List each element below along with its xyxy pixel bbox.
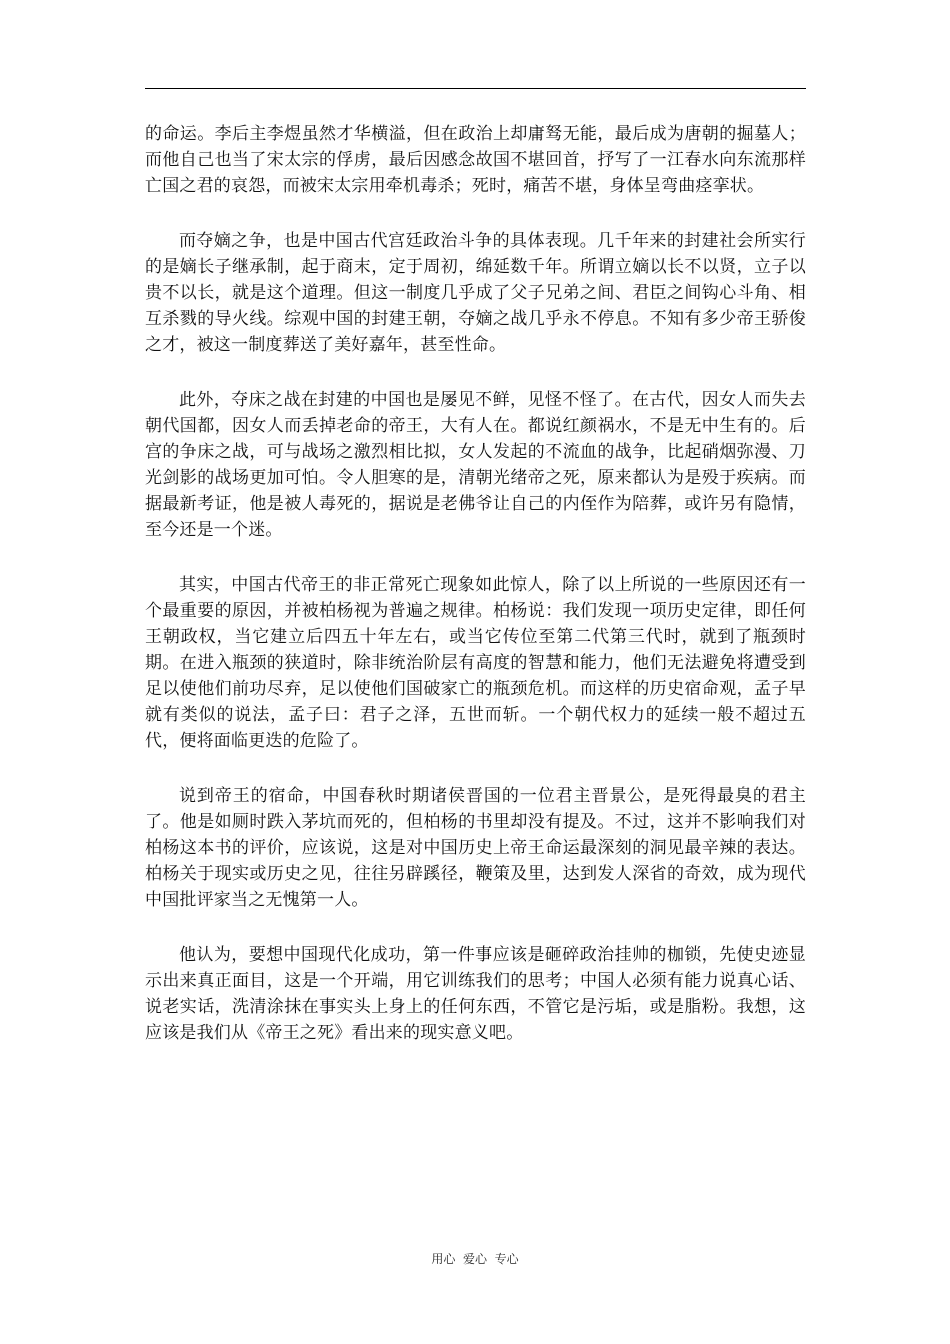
paragraph-3: 此外，夺床之战在封建的中国也是屡见不鲜，见怪不怪了。在古代，因女人而失去朝代国都，因女人而丢掉老命的帝王，大有人在。都说红颜祸水，不是无中生有的。后宫的争床之战，可与战场之激烈相比拟，女人发起的不流血的战争，比起硝烟弥漫、刀光剑影的战场更加可怕。令人胆寒的是，清朝光绪帝之死，原来都认为是殁于疾病。而据最新考证，他是被人毒死的，据说是老佛爷让自己的内侄作为陪葬，或许另有隐情，至今还是一个迷。 (145, 390, 806, 540)
document-body (145, 121, 806, 1075)
paragraph-5: 说到帝王的宿命，中国春秋时期诸侯晋国的一位君主晋景公，是死得最臭的君主了。他是如厕时跌入茅坑而死的，但柏杨的书里却没有提及。不过，这并不影响我们对柏杨这本书的评价，应该说，这是对中国历史上帝王命运最深刻的洞见最辛辣的表达。柏杨关于现实或历史之见，往往另辟蹊径，鞭策及里，达到发人深省的奇效，成为现代中国批评家当之无愧第一人。 (145, 786, 806, 910)
paragraph-2: 而夺嫡之争，也是中国古代宫廷政治斗争的具体表现。几千年来的封建社会所实行的是嫡长子继承制，起于商末，定于周初，绵延数千年。所谓立嫡以长不以贤，立子以贵不以长，就是这个道理。但这一制度几乎成了父子兄弟之间、君臣之间钩心斗角、相互杀戮的导火线。综观中国的封建王朝，夺嫡之战几乎永不停息。不知有多少帝王骄俊之才，被这一制度葬送了美好嘉年，甚至性命。 (145, 231, 806, 355)
header-rule (145, 88, 806, 89)
paragraph-4: 其实，中国古代帝王的非正常死亡现象如此惊人，除了以上所说的一些原因还有一个最重要的原因，并被柏杨视为普遍之规律。柏杨说：我们发现一项历史定律，即任何王朝政权，当它建立后四五十年左右，或当它传位至第二代第三代时，就到了瓶颈时期。在进入瓶颈的狭道时，除非统治阶层有高度的智慧和能力，他们无法避免将遭受到足以使他们前功尽弃，足以使他们国破家亡的瓶颈危机。而这样的历史宿命观，孟子早就有类似的说法，孟子曰：君子之泽，五世而斩。一个朝代权力的延续一般不超过五代，便将面临更迭的危险了。 (145, 575, 806, 751)
page-footer: 用心 爱心 专心 (431, 1252, 519, 1266)
paragraph-1: 的命运。李后主李煜虽然才华横溢，但在政治上却庸驽无能，最后成为唐朝的掘墓人；而他自己也当了宋太宗的俘虏，最后因感念故国不堪回首，抒写了一江春水向东流那样亡国之君的哀怨，而被宋太宗用牵机毒杀；死时，痛苦不堪，身体呈弯曲痉挛状。 (145, 124, 806, 196)
paragraph-6: 他认为，要想中国现代化成功，第一件事应该是砸碎政治挂帅的枷锁，先使史迹显示出来真正面目，这是一个开端，用它训练我们的思考；中国人必须有能力说真心话、说老实话，洗清涂抹在事实头上身上的任何东西，不管它是污垢，或是脂粉。我想，这应该是我们从《帝王之死》看出来的现实意义吧。 (145, 945, 806, 1043)
